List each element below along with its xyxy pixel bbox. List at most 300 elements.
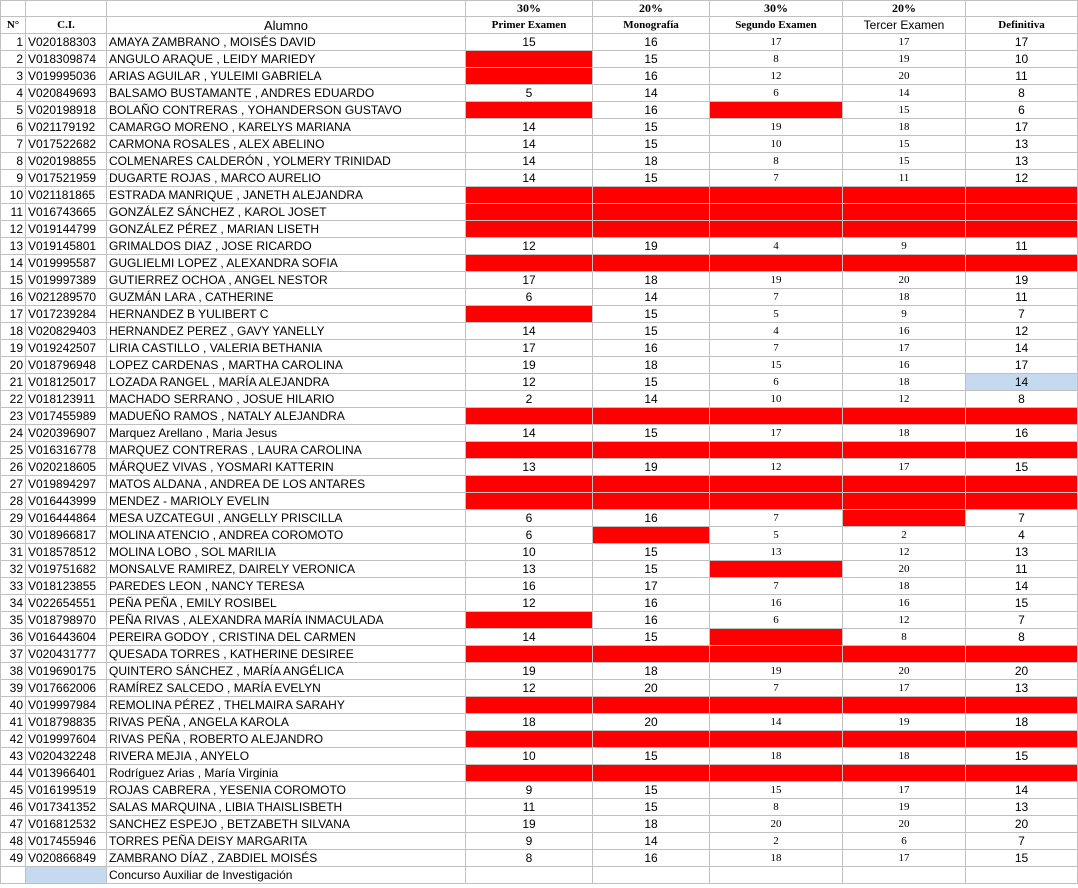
monografia-grade[interactable]: 16 [593, 34, 710, 51]
cedula-cell[interactable]: V021179192 [26, 119, 107, 136]
student-name[interactable]: TORRES PEÑA DEISY MARGARITA [107, 833, 466, 850]
segundo-examen-grade[interactable]: 5 [710, 527, 843, 544]
student-name[interactable]: HERNANDEZ PEREZ , GAVY YANELLY [107, 323, 466, 340]
cedula-cell[interactable]: V021289570 [26, 289, 107, 306]
cedula-cell[interactable]: V020396907 [26, 425, 107, 442]
monografia-grade[interactable]: 15 [593, 748, 710, 765]
monografia-grade[interactable] [593, 765, 710, 782]
segundo-examen-grade[interactable] [710, 442, 843, 459]
tercer-examen-grade[interactable] [843, 493, 966, 510]
student-name[interactable]: COLMENARES CALDERÓN , YOLMERY TRINIDAD [107, 153, 466, 170]
definitiva-grade[interactable]: 13 [966, 544, 1078, 561]
segundo-examen-grade[interactable] [710, 561, 843, 578]
monografia-grade[interactable]: 15 [593, 323, 710, 340]
row-number[interactable]: 34 [1, 595, 26, 612]
segundo-examen-grade[interactable]: 12 [710, 459, 843, 476]
cedula-cell[interactable]: V018798970 [26, 612, 107, 629]
primer-examen-grade[interactable] [466, 697, 593, 714]
cedula-cell[interactable]: V020431777 [26, 646, 107, 663]
tercer-examen-grade[interactable] [843, 408, 966, 425]
student-name[interactable]: PEÑA PEÑA , EMILY ROSIBEL [107, 595, 466, 612]
student-name[interactable]: PAREDES LEON , NANCY TERESA [107, 578, 466, 595]
monografia-grade[interactable]: 18 [593, 663, 710, 680]
cedula-cell[interactable]: V020198918 [26, 102, 107, 119]
segundo-examen-grade[interactable]: 17 [710, 425, 843, 442]
segundo-examen-grade[interactable]: 15 [710, 357, 843, 374]
cedula-cell[interactable]: V017521959 [26, 170, 107, 187]
primer-examen-grade[interactable]: 13 [466, 561, 593, 578]
monografia-grade[interactable]: 15 [593, 170, 710, 187]
segundo-examen-grade[interactable]: 18 [710, 850, 843, 867]
student-name[interactable]: MATOS ALDANA , ANDREA DE LOS ANTARES [107, 476, 466, 493]
row-number[interactable]: 10 [1, 187, 26, 204]
student-name[interactable]: MONSALVE RAMIREZ, DAIRELY VERONICA [107, 561, 466, 578]
student-name[interactable]: ZAMBRANO DÍAZ , ZABDIEL MOISÉS [107, 850, 466, 867]
monografia-grade[interactable]: 16 [593, 340, 710, 357]
tercer-examen-grade[interactable]: 17 [843, 459, 966, 476]
header-monografia[interactable]: Monografía [593, 17, 710, 34]
tercer-examen-grade[interactable]: 11 [843, 170, 966, 187]
student-name[interactable]: LIRIA CASTILLO , VALERIA BETHANIA [107, 340, 466, 357]
primer-examen-grade[interactable]: 6 [466, 289, 593, 306]
cedula-cell[interactable]: V020188303 [26, 34, 107, 51]
student-name[interactable]: REMOLINA PÉREZ , THELMAIRA SARAHY [107, 697, 466, 714]
segundo-examen-grade[interactable]: 6 [710, 85, 843, 102]
segundo-examen-grade[interactable]: 10 [710, 136, 843, 153]
legend-color-swatch[interactable] [26, 867, 107, 884]
segundo-examen-grade[interactable]: 20 [710, 816, 843, 833]
primer-examen-grade[interactable] [466, 255, 593, 272]
tercer-examen-grade[interactable]: 18 [843, 748, 966, 765]
segundo-examen-grade[interactable]: 8 [710, 153, 843, 170]
segundo-examen-grade[interactable]: 6 [710, 612, 843, 629]
tercer-examen-grade[interactable] [843, 646, 966, 663]
cedula-cell[interactable]: V018796948 [26, 357, 107, 374]
segundo-examen-grade[interactable]: 16 [710, 595, 843, 612]
cedula-cell[interactable]: V019995587 [26, 255, 107, 272]
segundo-examen-grade[interactable]: 15 [710, 782, 843, 799]
student-name[interactable]: BALSAMO BUSTAMANTE , ANDRES EDUARDO [107, 85, 466, 102]
primer-examen-grade[interactable]: 6 [466, 527, 593, 544]
segundo-examen-grade[interactable] [710, 255, 843, 272]
row-number[interactable]: 28 [1, 493, 26, 510]
header-tercer-examen[interactable]: Tercer Examen [843, 17, 966, 34]
tercer-examen-grade[interactable]: 14 [843, 85, 966, 102]
cedula-cell[interactable]: V018309874 [26, 51, 107, 68]
primer-examen-grade[interactable]: 16 [466, 578, 593, 595]
primer-examen-grade[interactable]: 9 [466, 833, 593, 850]
cedula-cell[interactable]: V018798835 [26, 714, 107, 731]
tercer-examen-grade[interactable] [843, 510, 966, 527]
monografia-grade[interactable]: 18 [593, 153, 710, 170]
primer-examen-grade[interactable]: 14 [466, 153, 593, 170]
tercer-examen-grade[interactable]: 12 [843, 544, 966, 561]
monografia-grade[interactable] [593, 697, 710, 714]
row-number[interactable]: 42 [1, 731, 26, 748]
segundo-examen-grade[interactable]: 7 [710, 340, 843, 357]
legend-label[interactable]: Concurso Auxiliar de Investigación [107, 867, 466, 884]
student-name[interactable]: CAMARGO MORENO , KARELYS MARIANA [107, 119, 466, 136]
tercer-examen-grade[interactable]: 17 [843, 782, 966, 799]
row-number[interactable]: 1 [1, 34, 26, 51]
segundo-examen-grade[interactable]: 10 [710, 391, 843, 408]
definitiva-grade[interactable]: 15 [966, 850, 1078, 867]
student-name[interactable]: MOLINA LOBO , SOL MARILIA [107, 544, 466, 561]
definitiva-grade[interactable]: 13 [966, 680, 1078, 697]
primer-examen-grade[interactable]: 18 [466, 714, 593, 731]
cedula-cell[interactable]: V021181865 [26, 187, 107, 204]
primer-examen-grade[interactable] [466, 187, 593, 204]
primer-examen-grade[interactable] [466, 646, 593, 663]
definitiva-grade[interactable]: 18 [966, 714, 1078, 731]
tercer-examen-grade[interactable] [843, 731, 966, 748]
tercer-examen-grade[interactable]: 12 [843, 391, 966, 408]
tercer-examen-grade[interactable] [843, 476, 966, 493]
cedula-cell[interactable]: V017522682 [26, 136, 107, 153]
monografia-grade[interactable]: 14 [593, 85, 710, 102]
student-name[interactable]: SALAS MARQUINA , LIBIA THAISLISBETH [107, 799, 466, 816]
primer-examen-grade[interactable]: 19 [466, 816, 593, 833]
student-name[interactable]: GRIMALDOS DIAZ , JOSE RICARDO [107, 238, 466, 255]
primer-examen-grade[interactable] [466, 731, 593, 748]
primer-examen-grade[interactable] [466, 204, 593, 221]
weights-blank-ci[interactable] [26, 1, 107, 17]
monografia-grade[interactable]: 15 [593, 425, 710, 442]
segundo-examen-grade[interactable] [710, 629, 843, 646]
tercer-examen-grade[interactable]: 6 [843, 833, 966, 850]
student-name[interactable]: MADUEÑO RAMOS , NATALY ALEJANDRA [107, 408, 466, 425]
primer-examen-grade[interactable]: 5 [466, 85, 593, 102]
segundo-examen-grade[interactable]: 8 [710, 799, 843, 816]
monografia-grade[interactable] [593, 408, 710, 425]
definitiva-grade[interactable]: 17 [966, 34, 1078, 51]
segundo-examen-grade[interactable]: 13 [710, 544, 843, 561]
student-name[interactable]: QUINTERO SÁNCHEZ , MARÍA ANGÉLICA [107, 663, 466, 680]
definitiva-grade[interactable]: 17 [966, 119, 1078, 136]
definitiva-grade[interactable] [966, 221, 1078, 238]
cedula-cell[interactable]: V016443604 [26, 629, 107, 646]
row-number[interactable]: 8 [1, 153, 26, 170]
monografia-grade[interactable]: 19 [593, 459, 710, 476]
primer-examen-grade[interactable]: 13 [466, 459, 593, 476]
definitiva-grade[interactable]: 11 [966, 289, 1078, 306]
student-name[interactable]: RIVAS PEÑA , ROBERTO ALEJANDRO [107, 731, 466, 748]
header-segundo-examen[interactable]: Segundo Examen [710, 17, 843, 34]
segundo-examen-grade[interactable]: 4 [710, 238, 843, 255]
student-name[interactable]: QUESADA TORRES , KATHERINE DESIREE [107, 646, 466, 663]
tercer-examen-grade[interactable]: 17 [843, 850, 966, 867]
monografia-grade[interactable]: 15 [593, 544, 710, 561]
cedula-cell[interactable]: V016812532 [26, 816, 107, 833]
header-n[interactable]: N° [1, 17, 26, 34]
monografia-grade[interactable]: 14 [593, 289, 710, 306]
primer-examen-grade[interactable]: 10 [466, 748, 593, 765]
monografia-grade[interactable] [593, 731, 710, 748]
primer-examen-grade[interactable]: 2 [466, 391, 593, 408]
monografia-grade[interactable]: 16 [593, 850, 710, 867]
row-number[interactable]: 15 [1, 272, 26, 289]
segundo-examen-grade[interactable]: 8 [710, 51, 843, 68]
cedula-cell[interactable]: V018123855 [26, 578, 107, 595]
monografia-grade[interactable]: 15 [593, 782, 710, 799]
cedula-cell[interactable]: V016199519 [26, 782, 107, 799]
cedula-cell[interactable]: V018966817 [26, 527, 107, 544]
segundo-examen-grade[interactable]: 6 [710, 374, 843, 391]
student-name[interactable]: BOLAÑO CONTRERAS , YOHANDERSON GUSTAVO [107, 102, 466, 119]
tercer-examen-grade[interactable]: 20 [843, 272, 966, 289]
tercer-examen-grade[interactable]: 15 [843, 102, 966, 119]
student-name[interactable]: PEÑA RIVAS , ALEXANDRA MARÍA INMACULADA [107, 612, 466, 629]
primer-examen-grade[interactable]: 15 [466, 34, 593, 51]
definitiva-grade[interactable] [966, 731, 1078, 748]
primer-examen-grade[interactable]: 17 [466, 340, 593, 357]
weight-tercer-examen[interactable]: 20% [843, 1, 966, 17]
row-number[interactable]: 11 [1, 204, 26, 221]
definitiva-grade[interactable]: 14 [966, 374, 1078, 391]
monografia-grade[interactable]: 16 [593, 102, 710, 119]
definitiva-grade[interactable]: 14 [966, 578, 1078, 595]
row-number[interactable]: 35 [1, 612, 26, 629]
primer-examen-grade[interactable]: 14 [466, 170, 593, 187]
student-name[interactable]: GUTIERREZ OCHOA , ANGEL NESTOR [107, 272, 466, 289]
row-number[interactable]: 44 [1, 765, 26, 782]
monografia-grade[interactable]: 16 [593, 595, 710, 612]
cedula-cell[interactable]: V017239284 [26, 306, 107, 323]
cedula-cell[interactable]: V017341352 [26, 799, 107, 816]
cedula-cell[interactable]: V020198855 [26, 153, 107, 170]
primer-examen-grade[interactable]: 14 [466, 323, 593, 340]
student-name[interactable]: RAMÍREZ SALCEDO , MARÍA EVELYN [107, 680, 466, 697]
cedula-cell[interactable]: V016316778 [26, 442, 107, 459]
definitiva-grade[interactable]: 13 [966, 136, 1078, 153]
cedula-cell[interactable]: V020849693 [26, 85, 107, 102]
cedula-cell[interactable]: V013966401 [26, 765, 107, 782]
tercer-examen-grade[interactable]: 20 [843, 561, 966, 578]
monografia-grade[interactable]: 18 [593, 816, 710, 833]
student-name[interactable]: GONZÁLEZ PÉREZ , MARIAN LISETH [107, 221, 466, 238]
monografia-grade[interactable] [593, 204, 710, 221]
monografia-grade[interactable]: 15 [593, 374, 710, 391]
row-number[interactable]: 47 [1, 816, 26, 833]
row-number[interactable]: 18 [1, 323, 26, 340]
segundo-examen-grade[interactable] [710, 408, 843, 425]
primer-examen-grade[interactable] [466, 612, 593, 629]
monografia-grade[interactable] [593, 187, 710, 204]
header-alumno[interactable]: Alumno [107, 17, 466, 34]
primer-examen-grade[interactable] [466, 68, 593, 85]
cedula-cell[interactable]: V018125017 [26, 374, 107, 391]
tercer-examen-grade[interactable] [843, 221, 966, 238]
row-number[interactable]: 21 [1, 374, 26, 391]
tercer-examen-grade[interactable]: 9 [843, 306, 966, 323]
row-number[interactable]: 9 [1, 170, 26, 187]
cedula-cell[interactable]: V018578512 [26, 544, 107, 561]
definitiva-grade[interactable] [966, 255, 1078, 272]
tercer-examen-grade[interactable]: 19 [843, 51, 966, 68]
segundo-examen-grade[interactable]: 7 [710, 170, 843, 187]
segundo-examen-grade[interactable] [710, 646, 843, 663]
header-ci[interactable]: C.I. [26, 17, 107, 34]
monografia-grade[interactable]: 16 [593, 68, 710, 85]
cedula-cell[interactable]: V022654551 [26, 595, 107, 612]
row-number[interactable]: 33 [1, 578, 26, 595]
row-number[interactable]: 30 [1, 527, 26, 544]
row-number[interactable]: 37 [1, 646, 26, 663]
monografia-grade[interactable]: 16 [593, 612, 710, 629]
student-name[interactable]: SANCHEZ ESPEJO , BETZABETH SILVANA [107, 816, 466, 833]
definitiva-grade[interactable]: 10 [966, 51, 1078, 68]
row-number[interactable]: 31 [1, 544, 26, 561]
student-name[interactable]: DUGARTE ROJAS , MARCO AURELIO [107, 170, 466, 187]
monografia-grade[interactable]: 15 [593, 799, 710, 816]
tercer-examen-grade[interactable]: 18 [843, 289, 966, 306]
definitiva-grade[interactable]: 12 [966, 170, 1078, 187]
definitiva-grade[interactable]: 11 [966, 68, 1078, 85]
definitiva-grade[interactable]: 8 [966, 85, 1078, 102]
row-number[interactable]: 12 [1, 221, 26, 238]
legend-empty-cell[interactable] [593, 867, 710, 884]
row-number[interactable]: 6 [1, 119, 26, 136]
definitiva-grade[interactable]: 15 [966, 459, 1078, 476]
tercer-examen-grade[interactable]: 19 [843, 714, 966, 731]
segundo-examen-grade[interactable]: 17 [710, 34, 843, 51]
legend-empty-cell[interactable] [966, 867, 1078, 884]
row-number[interactable]: 29 [1, 510, 26, 527]
tercer-examen-grade[interactable] [843, 255, 966, 272]
tercer-examen-grade[interactable]: 16 [843, 595, 966, 612]
definitiva-grade[interactable] [966, 187, 1078, 204]
tercer-examen-grade[interactable]: 15 [843, 136, 966, 153]
row-number[interactable]: 19 [1, 340, 26, 357]
cedula-cell[interactable]: V020218605 [26, 459, 107, 476]
primer-examen-grade[interactable]: 14 [466, 119, 593, 136]
tercer-examen-grade[interactable]: 12 [843, 612, 966, 629]
tercer-examen-grade[interactable]: 17 [843, 340, 966, 357]
tercer-examen-grade[interactable] [843, 204, 966, 221]
definitiva-grade[interactable]: 11 [966, 561, 1078, 578]
tercer-examen-grade[interactable] [843, 697, 966, 714]
row-number[interactable]: 49 [1, 850, 26, 867]
definitiva-grade[interactable]: 7 [966, 306, 1078, 323]
definitiva-grade[interactable] [966, 442, 1078, 459]
row-number[interactable]: 22 [1, 391, 26, 408]
tercer-examen-grade[interactable]: 20 [843, 68, 966, 85]
row-number[interactable]: 46 [1, 799, 26, 816]
primer-examen-grade[interactable] [466, 765, 593, 782]
row-number[interactable]: 3 [1, 68, 26, 85]
row-number[interactable]: 23 [1, 408, 26, 425]
row-number[interactable]: 16 [1, 289, 26, 306]
tercer-examen-grade[interactable]: 16 [843, 323, 966, 340]
monografia-grade[interactable]: 15 [593, 51, 710, 68]
cedula-cell[interactable]: V017662006 [26, 680, 107, 697]
student-name[interactable]: LOPEZ CARDENAS , MARTHA CAROLINA [107, 357, 466, 374]
cedula-cell[interactable]: V019144799 [26, 221, 107, 238]
student-name[interactable]: MACHADO SERRANO , JOSUE HILARIO [107, 391, 466, 408]
row-number[interactable]: 14 [1, 255, 26, 272]
segundo-examen-grade[interactable] [710, 221, 843, 238]
row-number[interactable]: 40 [1, 697, 26, 714]
primer-examen-grade[interactable] [466, 51, 593, 68]
definitiva-grade[interactable]: 15 [966, 748, 1078, 765]
segundo-examen-grade[interactable]: 7 [710, 510, 843, 527]
student-name[interactable]: MESA UZCATEGUI , ANGELLY PRISCILLA [107, 510, 466, 527]
student-name[interactable]: Rodríguez Arias , María Virginia [107, 765, 466, 782]
student-name[interactable]: AMAYA ZAMBRANO , MOISÉS DAVID [107, 34, 466, 51]
definitiva-grade[interactable]: 8 [966, 391, 1078, 408]
primer-examen-grade[interactable]: 14 [466, 629, 593, 646]
segundo-examen-grade[interactable]: 14 [710, 714, 843, 731]
primer-examen-grade[interactable]: 12 [466, 374, 593, 391]
student-name[interactable]: MÁRQUEZ VIVAS , YOSMARI KATTERIN [107, 459, 466, 476]
monografia-grade[interactable]: 20 [593, 714, 710, 731]
monografia-grade[interactable]: 15 [593, 136, 710, 153]
definitiva-grade[interactable] [966, 697, 1078, 714]
row-number[interactable]: 7 [1, 136, 26, 153]
segundo-examen-grade[interactable] [710, 476, 843, 493]
segundo-examen-grade[interactable]: 19 [710, 272, 843, 289]
primer-examen-grade[interactable] [466, 442, 593, 459]
row-number[interactable]: 38 [1, 663, 26, 680]
tercer-examen-grade[interactable]: 2 [843, 527, 966, 544]
row-number[interactable]: 2 [1, 51, 26, 68]
legend-empty-cell[interactable] [710, 867, 843, 884]
tercer-examen-grade[interactable]: 15 [843, 153, 966, 170]
cedula-cell[interactable]: V018123911 [26, 391, 107, 408]
cedula-cell[interactable]: V019242507 [26, 340, 107, 357]
weights-blank-n[interactable] [1, 1, 26, 17]
segundo-examen-grade[interactable] [710, 765, 843, 782]
tercer-examen-grade[interactable] [843, 442, 966, 459]
monografia-grade[interactable]: 15 [593, 629, 710, 646]
definitiva-grade[interactable]: 7 [966, 612, 1078, 629]
definitiva-grade[interactable] [966, 646, 1078, 663]
student-name[interactable]: LOZADA RANGEL , MARÍA ALEJANDRA [107, 374, 466, 391]
definitiva-grade[interactable] [966, 204, 1078, 221]
segundo-examen-grade[interactable]: 7 [710, 680, 843, 697]
cedula-cell[interactable]: V016444864 [26, 510, 107, 527]
weight-monografia[interactable]: 20% [593, 1, 710, 17]
student-name[interactable]: ESTRADA MANRIQUE , JANETH ALEJANDRA [107, 187, 466, 204]
weight-primer-examen[interactable]: 30% [466, 1, 593, 17]
monografia-grade[interactable]: 19 [593, 238, 710, 255]
cedula-cell[interactable]: V019997389 [26, 272, 107, 289]
primer-examen-grade[interactable]: 17 [466, 272, 593, 289]
tercer-examen-grade[interactable]: 18 [843, 578, 966, 595]
monografia-grade[interactable] [593, 442, 710, 459]
definitiva-grade[interactable] [966, 476, 1078, 493]
student-name[interactable]: RIVERA MEJIA , ANYELO [107, 748, 466, 765]
monografia-grade[interactable] [593, 646, 710, 663]
row-number[interactable]: 20 [1, 357, 26, 374]
monografia-grade[interactable] [593, 493, 710, 510]
segundo-examen-grade[interactable] [710, 187, 843, 204]
monografia-grade[interactable]: 18 [593, 272, 710, 289]
primer-examen-grade[interactable]: 10 [466, 544, 593, 561]
definitiva-grade[interactable]: 20 [966, 816, 1078, 833]
legend-empty-cell[interactable] [843, 867, 966, 884]
definitiva-grade[interactable]: 17 [966, 357, 1078, 374]
segundo-examen-grade[interactable]: 19 [710, 663, 843, 680]
segundo-examen-grade[interactable] [710, 102, 843, 119]
weights-blank-alumno[interactable] [107, 1, 466, 17]
monografia-grade[interactable]: 18 [593, 357, 710, 374]
student-name[interactable]: MOLINA ATENCIO , ANDREA COROMOTO [107, 527, 466, 544]
row-number[interactable]: 24 [1, 425, 26, 442]
tercer-examen-grade[interactable]: 19 [843, 799, 966, 816]
row-number[interactable]: 45 [1, 782, 26, 799]
cedula-cell[interactable]: V020866849 [26, 850, 107, 867]
